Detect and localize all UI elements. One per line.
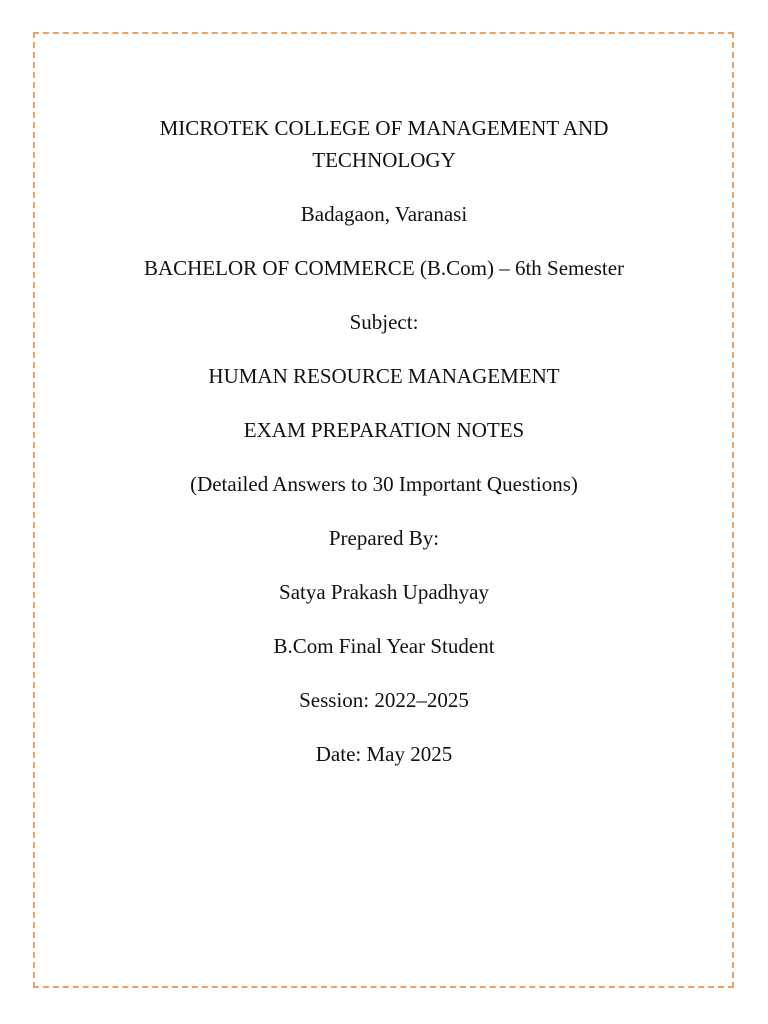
subject-label: Subject: bbox=[349, 310, 419, 334]
college-location: Badagaon, Varanasi bbox=[300, 202, 468, 226]
author-role: B.Com Final Year Student bbox=[273, 634, 495, 658]
college-name bbox=[60, 112, 708, 176]
notes-title: EXAM PREPARATION NOTES bbox=[243, 418, 525, 442]
notes-subtitle: (Detailed Answers to 30 Important Questions) bbox=[190, 472, 578, 496]
author-name: Satya Prakash Upadhyay bbox=[279, 580, 489, 604]
date-text: Date: May 2025 bbox=[315, 742, 453, 766]
college-name-line-2: TECHNOLOGY bbox=[312, 148, 456, 172]
program-name: BACHELOR OF COMMERCE (B.Com) – 6th Semester bbox=[143, 256, 625, 280]
prepared-by-label: Prepared By: bbox=[328, 526, 440, 550]
college-name-line-1: MICROTEK COLLEGE OF MANAGEMENT AND bbox=[159, 116, 609, 140]
subject-name: HUMAN RESOURCE MANAGEMENT bbox=[208, 364, 560, 388]
cover-content bbox=[60, 112, 708, 792]
session-text: Session: 2022–2025 bbox=[299, 688, 469, 712]
